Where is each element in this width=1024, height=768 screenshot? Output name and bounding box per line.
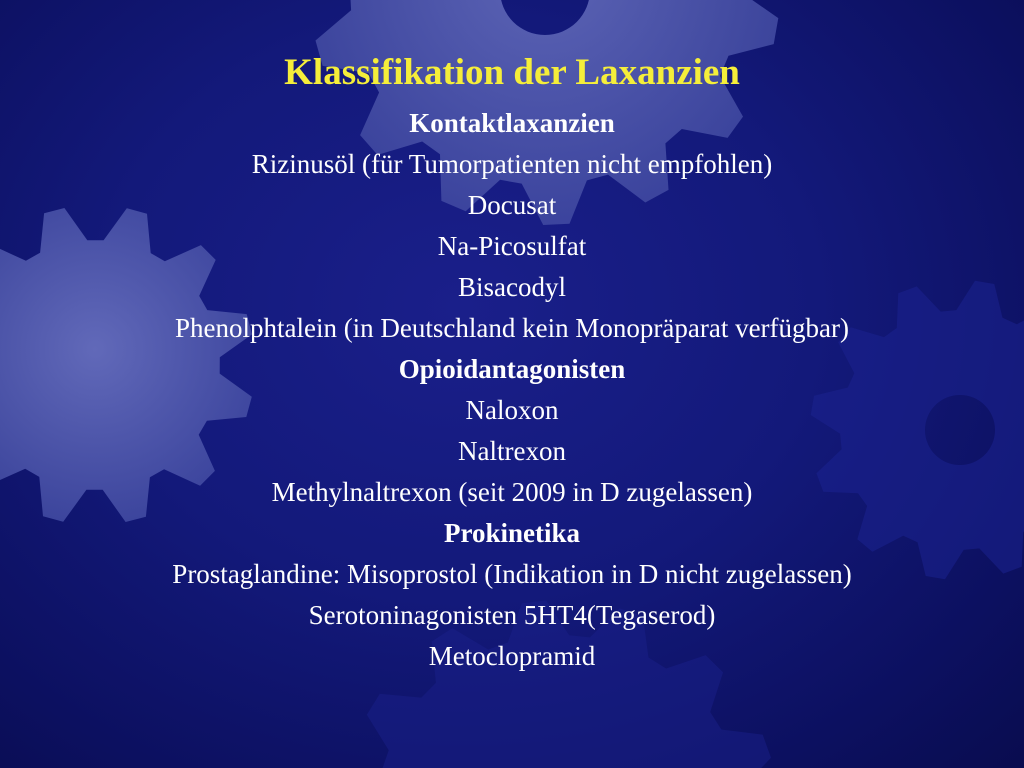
list-item: Prostaglandine: Misoprostol (Indikation in D nicht zugelassen) — [172, 559, 852, 589]
section-heading-kontaktlaxanzien: Kontaktlaxanzien — [409, 108, 615, 138]
list-item: Rizinusöl (für Tumorpatienten nicht empfohlen) — [251, 149, 773, 179]
list-item: Naltrexon — [458, 436, 566, 466]
list-item: Phenolphtalein (in Deutschland kein Monopräparat verfügbar) — [174, 313, 850, 343]
section-heading-opioidantagonisten: Opioidantagonisten — [398, 354, 626, 384]
slide-title: Klassifikation der Laxanzien — [284, 52, 740, 93]
section-heading-prokinetika: Prokinetika — [443, 518, 580, 548]
list-item: Na-Picosulfat — [437, 231, 587, 261]
list-item: Metoclopramid — [428, 641, 596, 671]
list-item: Docusat — [467, 190, 557, 220]
list-item: Methylnaltrexon (seit 2009 in D zugelassen) — [271, 477, 753, 507]
list-item: Bisacodyl — [458, 272, 566, 302]
list-item: Serotoninagonisten 5HT4(Tegaserod) — [308, 600, 716, 630]
list-item: Naloxon — [465, 395, 559, 425]
